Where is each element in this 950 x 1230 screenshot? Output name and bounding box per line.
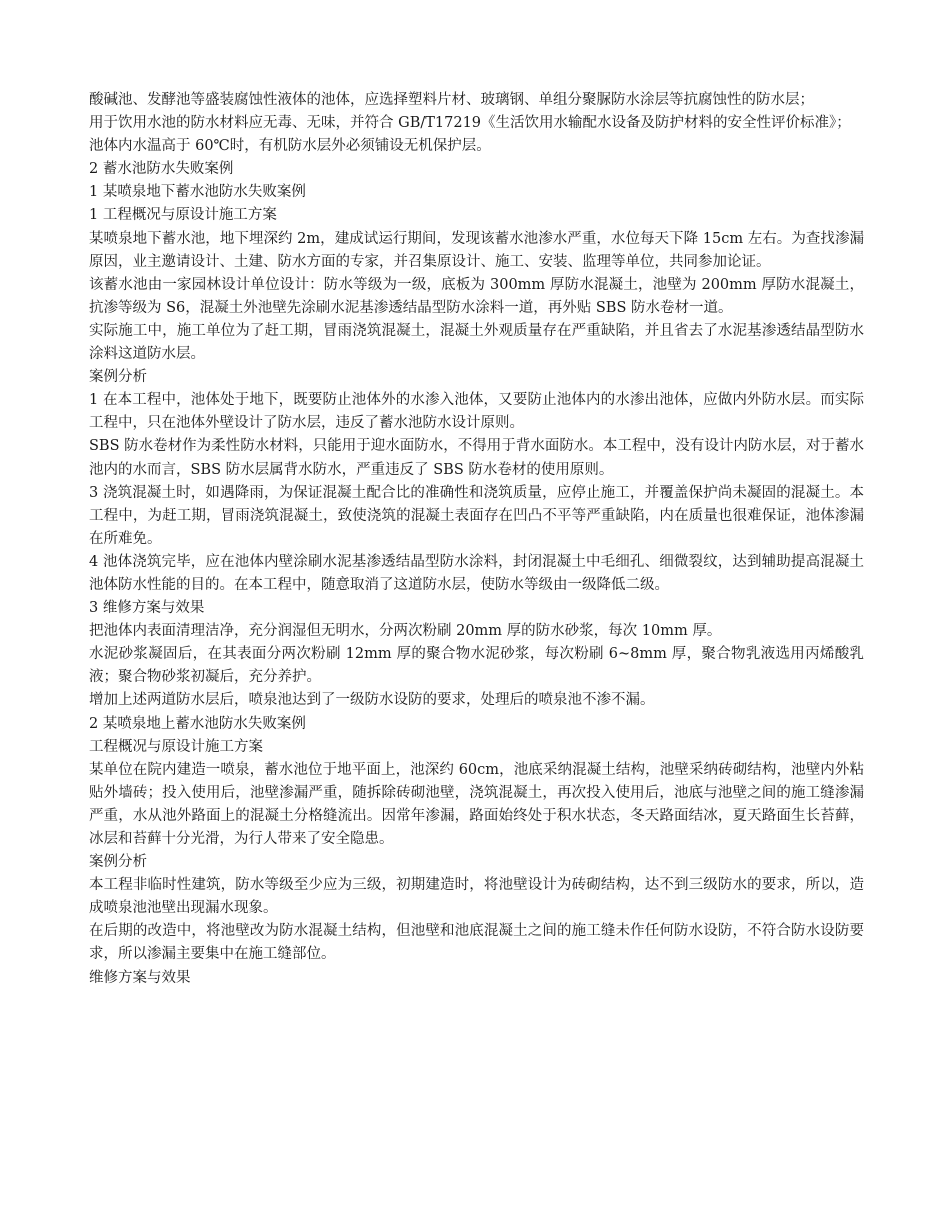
document-page xyxy=(89,89,864,990)
section-heading: 1 某喷泉地下蓄水池防水失败案例 xyxy=(89,184,306,201)
paragraph: 本工程非临时性建筑，防水等级至少应为三级，初期建造时，将池壁设计为砖砌结构，达不到三级防水的要求，所以，造成喷泉池池壁出现漏水现象。 xyxy=(89,877,864,917)
paragraph: 某单位在院内建造一喷泉，蓄水池位于地平面上，池深约 60cm，池底采纳混凝土结构，池壁采纳砖砌结构，池壁内外粘贴外墙砖；投入使用后，池壁渗漏严重，随拆除砖砌池壁，浇筑混凝土，再次投入使用后，池底与池壁之间的施工缝渗漏严重，水从池外路面上的混凝土分格缝流出。因常年渗漏，路面始终处于积水状态，冬天路面结冰，夏天路面生长苔藓，冰层和苔藓十分光滑，为行人带来了安全隐患。 xyxy=(89,761,864,847)
paragraph: 用于饮用水池的防水材料应无毒、无味，并符合 GB/T17219《生活饮用水输配水设备及防护材料的安全性评价标准》； xyxy=(89,115,851,132)
section-heading: 维修方案与效果 xyxy=(89,969,191,986)
paragraph: 把池体内表面清理洁净，充分润湿但无明水，分两次粉刷 20mm 厚的防水砂浆，每次 10mm 厚。 xyxy=(89,623,722,640)
paragraph: SBS 防水卷材作为柔性防水材料，只能用于迎水面防水，不得用于背水面防水。本工程中，没有设计内防水层，对于蓄水池内的水而言，SBS 防水层属背水防水，严重违反了 SBS 防水卷材的使用原则。 xyxy=(89,438,864,478)
paragraph: 实际施工中，施工单位为了赶工期，冒雨浇筑混凝土，混凝土外观质量存在严重缺陷，并且省去了水泥基渗透结晶型防水涂料这道防水层。 xyxy=(89,322,864,363)
section-heading: 2 某喷泉地上蓄水池防水失败案例 xyxy=(89,715,306,732)
section-heading: 1 工程概况与原设计施工方案 xyxy=(89,207,277,224)
paragraph: 池体内水温高于 60℃时，有机防水层外必须铺设无机保护层。 xyxy=(89,138,491,155)
paragraph: 增加上述两道防水层后，喷泉池达到了一级防水设防的要求，处理后的喷泉池不渗不漏。 xyxy=(89,692,655,709)
paragraph: 在后期的改造中，将池壁改为防水混凝土结构，但池壁和池底混凝土之间的施工缝未作任何防水设防，不符合防水设防要求，所以渗漏主要集中在施工缝部位。 xyxy=(89,923,864,963)
paragraph: 该蓄水池由一家园林设计单位设计：防水等级为一级，底板为 300mm 厚防水混凝土，池壁为 200mm 厚防水混凝土，抗渗等级为 S6，混凝土外池壁先涂刷水泥基渗透结晶型防水涂料一道，再外贴 SBS 防水卷材一道。 xyxy=(89,276,864,316)
paragraph: 1 在本工程中，池体处于地下，既要防止池体外的水渗入池体，又要防止池体内的水渗出池体，应做内外防水层。而实际工程中，只在池体外壁设计了防水层，违反了蓄水池防水设计原则。 xyxy=(89,392,864,432)
paragraph: 酸碱池、发酵池等盛装腐蚀性液体的池体，应选择塑料片材、玻璃钢、单组分聚脲防水涂层等抗腐蚀性的防水层； xyxy=(89,92,814,108)
paragraph: 水泥砂浆凝固后，在其表面分两次粉刷 12mm 厚的聚合物水泥砂浆，每次粉刷 6~8mm 厚，聚合物乳液选用丙烯酸乳液；聚合物砂浆初凝后，充分养护。 xyxy=(89,646,864,686)
section-heading: 案例分析 xyxy=(89,369,147,386)
paragraph: 某喷泉地下蓄水池，地下埋深约 2m，建成试运行期间，发现该蓄水池渗水严重，水位每天下降 15cm 左右。为查找渗漏原因，业主邀请设计、土建、防水方面的专家，并召集原设计、施工、安装、监理等单位，共同参加论证。 xyxy=(89,230,864,270)
section-heading: 工程概况与原设计施工方案 xyxy=(89,738,263,755)
paragraph: 4 池体浇筑完毕，应在池体内壁涂刷水泥基渗透结晶型防水涂料，封闭混凝土中毛细孔、细微裂纹，达到辅助提高混凝土池体防水性能的目的。在本工程中，随意取消了这道防水层，使防水等级由一级降低二级。 xyxy=(89,553,864,593)
section-heading: 3 维修方案与效果 xyxy=(89,600,205,617)
section-heading: 2 蓄水池防水失败案例 xyxy=(89,161,234,178)
section-heading: 案例分析 xyxy=(89,854,147,871)
paragraph: 3 浇筑混凝土时，如遇降雨，为保证混凝土配合比的准确性和浇筑质量，应停止施工，并覆盖保护尚未凝固的混凝土。本工程中，为赶工期，冒雨浇筑混凝土，致使浇筑的混凝土表面存在凹凸不平等严重缺陷，内在质量也很难保证，池体渗漏在所难免。 xyxy=(89,484,864,547)
